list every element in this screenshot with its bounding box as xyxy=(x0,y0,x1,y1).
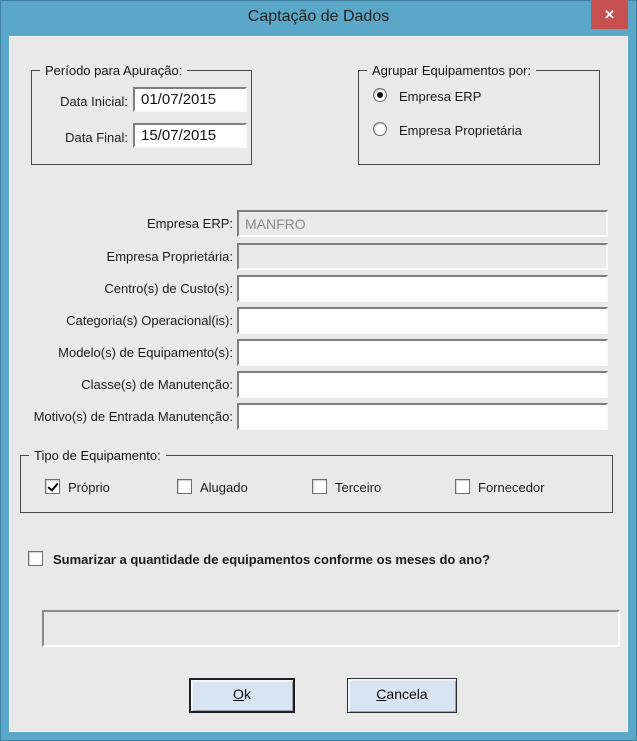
radio-empresa-erp[interactable] xyxy=(373,88,387,102)
group-by-groupbox-legend: Agrupar Equipamentos por: xyxy=(367,62,536,79)
centros-custo-input[interactable] xyxy=(237,275,608,302)
empresa-proprietaria-input xyxy=(237,243,608,270)
cancel-button[interactable] xyxy=(347,678,457,713)
dialog-body xyxy=(9,36,628,732)
data-inicial-label: Data Inicial: xyxy=(60,94,128,109)
checkbox-alugado[interactable] xyxy=(177,479,192,494)
checkbox-terceiro[interactable] xyxy=(312,479,327,494)
cancel-button-accesskey: C xyxy=(376,686,387,702)
data-final-input[interactable] xyxy=(133,123,247,148)
checkbox-sumarizar-label[interactable]: Sumarizar a quantidade de equipamentos conforme os meses do ano? xyxy=(53,552,491,567)
categorias-operacionais-input[interactable] xyxy=(237,307,608,334)
checkbox-proprio-label[interactable]: Próprio xyxy=(68,480,110,495)
categorias-operacionais-label: Categoria(s) Operacional(is): xyxy=(66,313,233,328)
data-inicial-input[interactable] xyxy=(133,87,247,112)
group-by-groupbox xyxy=(358,63,600,165)
modelos-equipamento-label: Modelo(s) de Equipamento(s): xyxy=(58,345,233,360)
motivos-entrada-input[interactable] xyxy=(237,403,608,430)
empresa-erp-input xyxy=(237,210,608,237)
empresa-proprietaria-label: Empresa Proprietária: xyxy=(106,249,233,264)
classes-manutencao-label: Classe(s) de Manutenção: xyxy=(81,377,233,392)
checkbox-sumarizar[interactable] xyxy=(28,551,43,566)
close-icon[interactable]: ✕ xyxy=(591,0,628,29)
checkbox-alugado-label[interactable]: Alugado xyxy=(200,480,248,495)
checkbox-fornecedor[interactable] xyxy=(455,479,470,494)
centros-custo-label: Centro(s) de Custo(s): xyxy=(104,281,233,296)
ok-button[interactable] xyxy=(189,678,295,713)
period-groupbox xyxy=(31,63,252,165)
period-groupbox-legend: Período para Apuração: xyxy=(40,62,187,79)
classes-manutencao-input[interactable] xyxy=(237,371,608,398)
motivos-entrada-label: Motivo(s) de Entrada Manutenção: xyxy=(33,409,233,424)
ok-button-accesskey: O xyxy=(233,686,244,702)
window-title: Captação de Dados xyxy=(247,8,390,25)
checkbox-terceiro-label[interactable]: Terceiro xyxy=(335,480,382,495)
checkbox-fornecedor-label[interactable]: Fornecedor xyxy=(478,480,545,495)
status-panel xyxy=(42,610,620,647)
empresa-erp-label: Empresa ERP: xyxy=(147,216,233,231)
ok-button-label: k xyxy=(243,686,251,702)
radio-empresa-proprietaria[interactable] xyxy=(373,122,387,136)
modelos-equipamento-input[interactable] xyxy=(237,339,608,366)
radio-empresa-proprietaria-label[interactable]: Empresa Proprietária xyxy=(399,123,522,138)
data-final-label: Data Final: xyxy=(65,130,128,145)
checkbox-proprio[interactable] xyxy=(45,479,60,494)
cancel-button-label: ancela xyxy=(386,686,428,702)
title-bar[interactable] xyxy=(0,0,637,36)
radio-empresa-erp-label[interactable]: Empresa ERP xyxy=(399,89,482,104)
equipment-type-groupbox-legend: Tipo de Equipamento: xyxy=(29,447,166,464)
